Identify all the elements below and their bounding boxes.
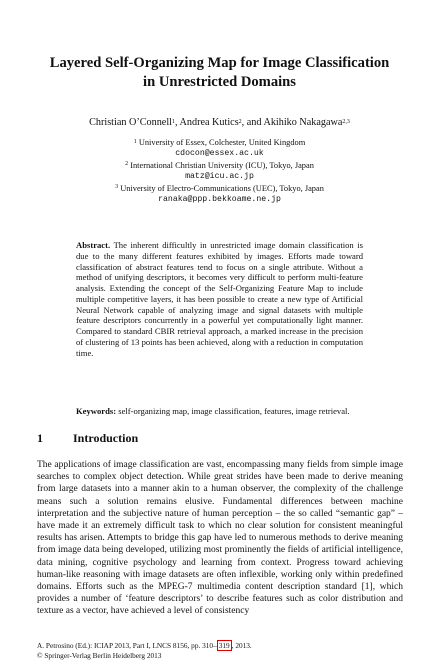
author-name: Christian O’Connell — [89, 117, 172, 128]
page-footer — [37, 641, 403, 660]
affiliation-email[interactable]: matz@icu.ac.jp — [185, 172, 254, 182]
affiliation-mark: 3 — [115, 184, 119, 191]
section-body: The applications of image classification are vast, encompassing many fields from simple image searches to complex object detection. While great strides have been made to derive meaning from large datasets into a manner akin to a human observer, the complexity of the challenge means such a solution remains elusive. Fundamental differences between machine interpretation and the subjective nature of human perception – the so called “semantic gap” – have made it an extremely difficult task to which no clear solution for consistent meaningful results has arisen. Attempts to bridge this gap have led to numerous methods to derive meaning from image data being developed, utilizing most prominently the fields of artificial intelligence, data mining, cognitive psychology and learning from context. Progress toward achieving human-like reasoning with image datasets are often inflexible, working only within predefined domains. Efforts such as the MPEG-7 multimedia content description standard [1], which provides a number of ‘feature descriptors’ to describe features such as color distribution and texture as a vector, have achieved a level of consistency — [37, 460, 403, 617]
citation-text: A. Petrosino (Ed.): ICIAP 2013, Part I, LNCS 8156, pp. 310– — [37, 641, 217, 650]
author-list: Christian O’Connell$^1$, Andrea Kutics$^2$, and Akihiko Nakagawa$^{2,3}$ — [89, 117, 350, 128]
affiliation-email[interactable]: ranaka@ppp.bekkoame.ne.jp — [158, 195, 281, 205]
title-line-2: in Unrestricted Domains — [143, 74, 296, 90]
author-separator: , and — [241, 117, 264, 128]
abstract — [76, 240, 363, 358]
author-name: Andrea Kutics — [179, 117, 239, 128]
abstract-text: The inherent difficultly in unrestricted image domain classification is due to the many different features exhibited by images. Efforts made toward classification of abstract features tend to focus on a single attribute. Without a method of unifying descriptors, it becomes very difficult to perform multi-feature analysis. Extending the concept of the Self-Organizing Feature Map to include multiple competitive layers, it has been possible to create a new type of Artificial Neural Network capable of analyzing image and signal datasets with multiple feature descriptors concurrently in a powerful yet computationally light manner. Compared to standard CBIR retrieval approach, a marked increase in the precision of clustering of 13 points has been achieved, along with a reduction in computation time. — [76, 240, 363, 358]
title-line-1: Layered Self-Organizing Map for Image Classification — [49, 55, 390, 71]
copyright-line: © Springer-Verlag Berlin Heidelberg 2013 — [37, 650, 162, 660]
abstract-label: Abstract. — [76, 240, 111, 250]
keywords-text: self-organizing map, image classification, features, image retrieval. — [118, 406, 350, 416]
affiliation-1 — [30, 137, 409, 160]
section-heading — [37, 431, 138, 446]
affiliation-mark: 2 — [125, 161, 129, 168]
page-end-link[interactable]: 319 — [218, 641, 230, 650]
keywords — [76, 406, 363, 417]
affiliation-name: University of Electro-Communications (UEC), Tokyo, Japan — [120, 183, 324, 193]
author-affiliation-mark: 1 — [172, 118, 175, 125]
affiliation-3 — [30, 183, 409, 206]
citation-line — [37, 641, 403, 651]
author-name: Akihiko Nakagawa — [263, 117, 343, 128]
affiliation-list — [30, 137, 409, 205]
affiliation-mark: 1 — [133, 138, 137, 145]
section-number: 1 — [37, 431, 43, 445]
affiliation-name: International Christian University (ICU), Tokyo, Japan — [130, 160, 314, 170]
affiliation-2 — [30, 160, 409, 183]
affiliation-name: University of Essex, Colchester, United Kingdom — [138, 138, 306, 147]
section-title: Introduction — [73, 431, 139, 445]
paper-title — [40, 54, 399, 92]
citation-year: , 2013. — [231, 641, 252, 650]
affiliation-email[interactable]: cdocon@essex.ac.uk — [175, 149, 264, 159]
author-affiliation-mark: 2,3 — [342, 118, 350, 125]
keywords-label: Keywords: — [76, 406, 117, 416]
author-affiliation-mark: 2 — [238, 118, 242, 125]
